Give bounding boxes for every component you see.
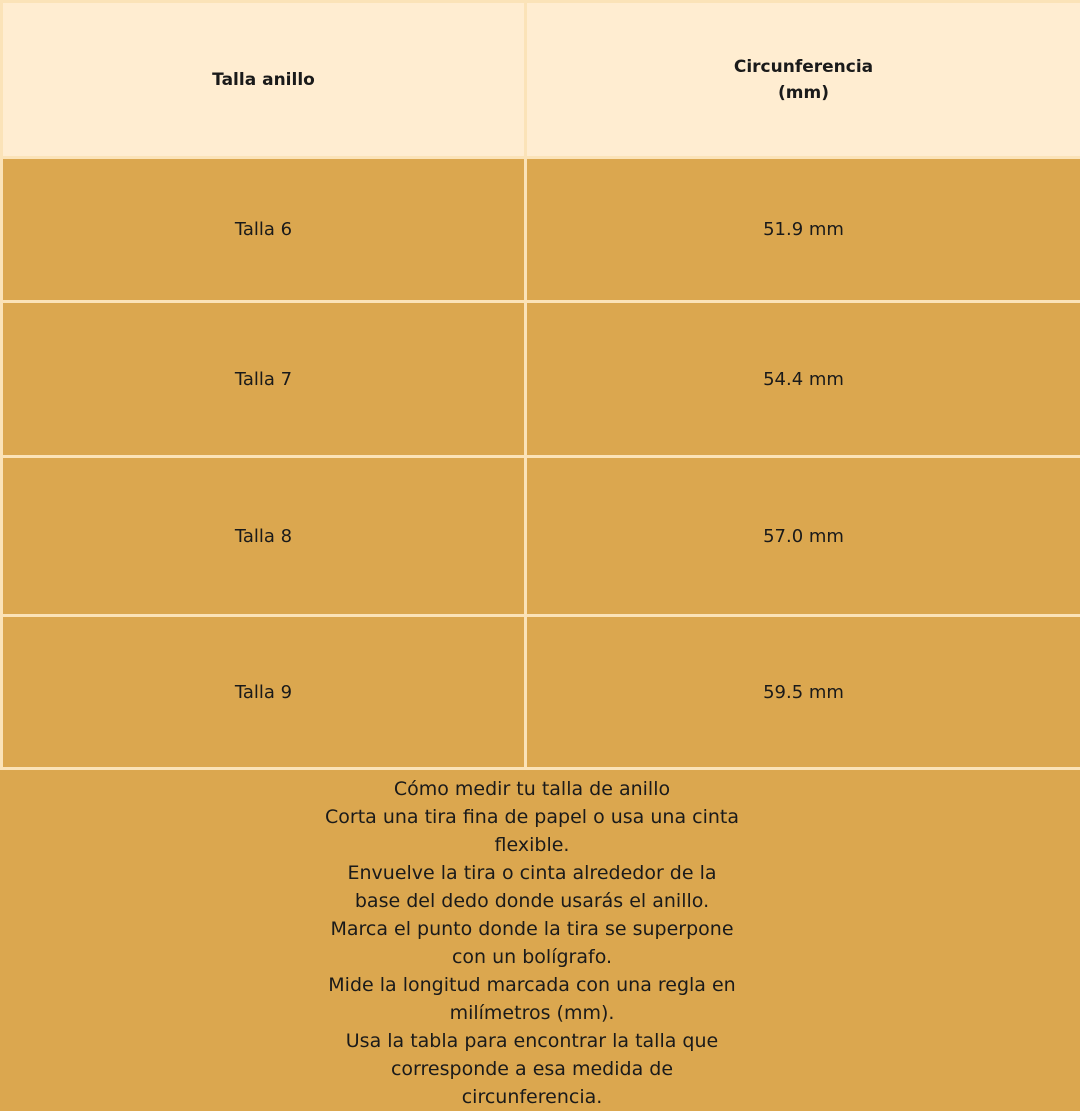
header-ring-size: Talla anillo	[2, 2, 526, 158]
ring-size-cell: Talla 7	[2, 302, 526, 457]
table-row	[2, 302, 1080, 457]
ring-size-cell: Talla 9	[2, 616, 526, 769]
table-row	[2, 158, 1080, 302]
instruction-step: Corta una tira fina de papel o usa una cinta flexible.	[322, 803, 742, 859]
header-circumference	[526, 2, 1080, 158]
ring-size-cell: Talla 6	[2, 158, 526, 302]
circumference-cell: 54.4 mm	[526, 302, 1080, 457]
header-circumference-unit: (mm)	[527, 80, 1080, 106]
circumference-cell: 57.0 mm	[526, 456, 1080, 616]
table-row	[2, 616, 1080, 769]
table-row	[2, 456, 1080, 616]
instruction-step: Usa la tabla para encontrar la talla que corresponde a esa medida de circunferencia.	[322, 1027, 742, 1111]
ring-size-cell: Talla 8	[2, 456, 526, 616]
instructions-title: Cómo medir tu talla de anillo	[282, 775, 782, 803]
circumference-cell: 51.9 mm	[526, 158, 1080, 302]
header-circumference-label: Circunferencia	[527, 54, 1080, 80]
table-header-row	[2, 2, 1080, 158]
measurement-instructions	[0, 775, 1064, 1111]
instruction-step: Marca el punto donde la tira se superpone con un bolígrafo.	[322, 915, 742, 971]
instruction-step: Mide la longitud marcada con una regla en milímetros (mm).	[322, 971, 742, 1027]
circumference-cell: 59.5 mm	[526, 616, 1080, 769]
instruction-step: Envuelve la tira o cinta alrededor de la base del dedo donde usarás el anillo.	[322, 859, 742, 915]
